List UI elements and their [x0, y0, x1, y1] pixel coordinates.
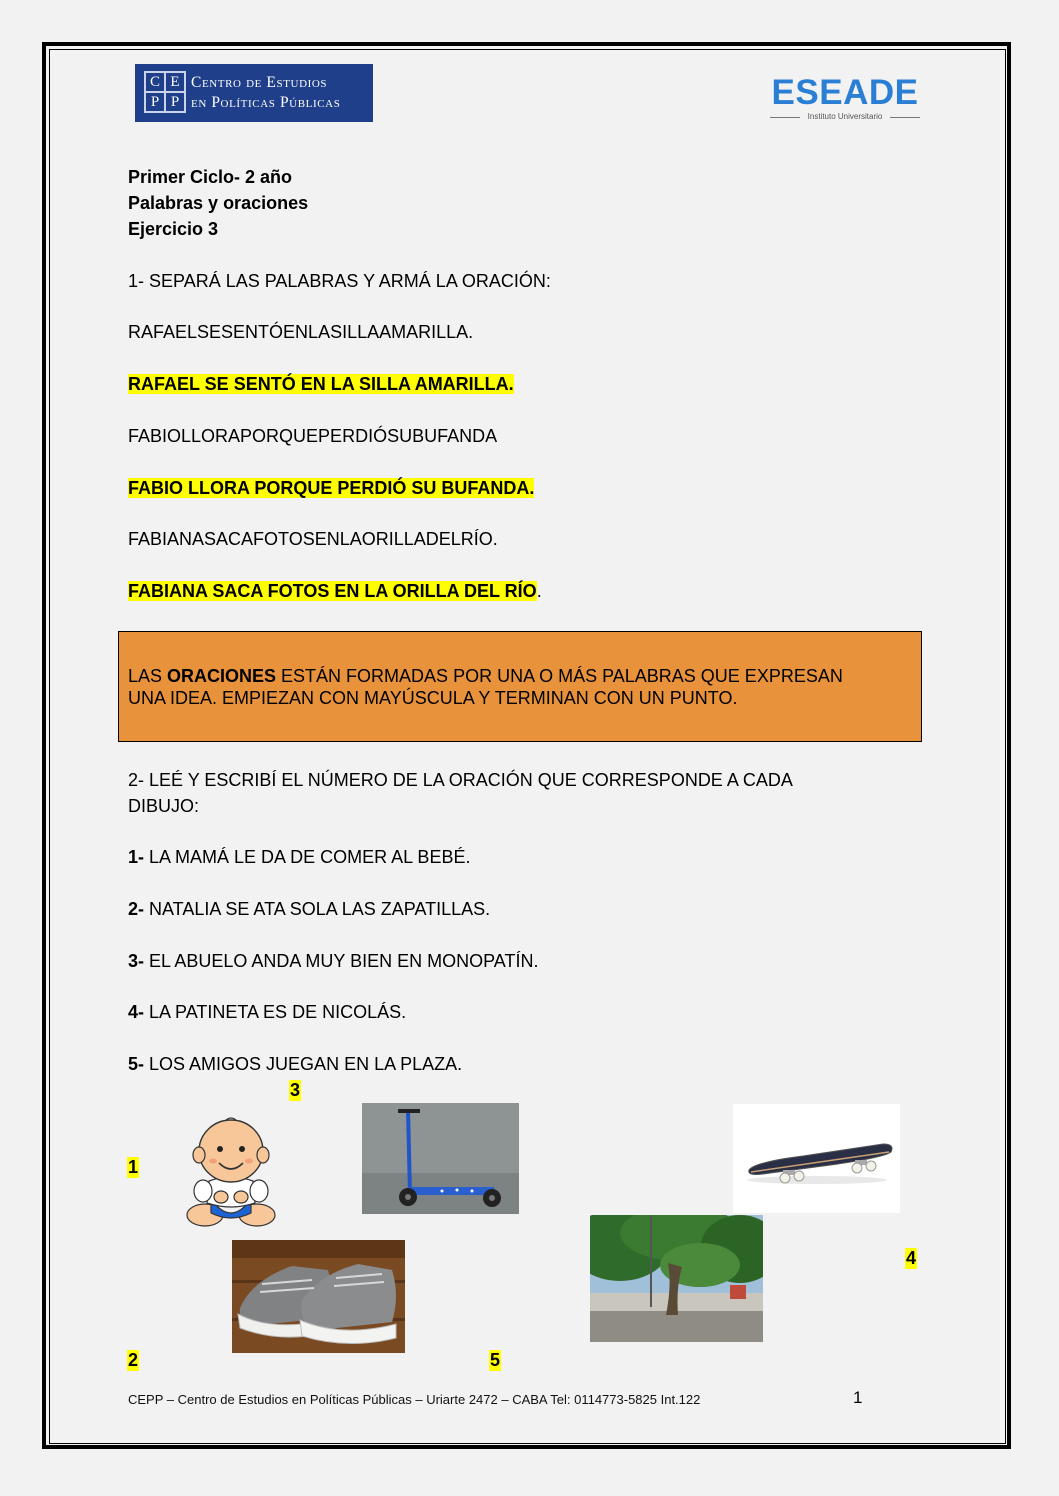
- sentence-5: [128, 1053, 462, 1075]
- cepp-logo-mark: [144, 71, 186, 113]
- cepp-logo: [135, 64, 373, 122]
- cepp-logo-line2: en Políticas Públicas: [191, 94, 341, 111]
- definition-keyword: ORACIONES: [167, 666, 277, 686]
- definition-pre: LAS: [128, 666, 168, 686]
- exercise-label: Ejercicio 3: [128, 219, 219, 239]
- cepp-logo-text: [191, 73, 340, 113]
- eseade-logo-name: ESEADE: [771, 73, 919, 112]
- exercise1-instruction: 1- SEPARÁ LAS PALABRAS Y ARMÁ LA ORACIÓN:: [128, 271, 551, 291]
- sentence-4: [128, 1001, 406, 1023]
- tag-skateboard: 4: [906, 1248, 917, 1268]
- tag-sneakers: 2: [128, 1350, 139, 1370]
- skateboard-photo: [733, 1104, 900, 1213]
- exercise2-instruction-line1: 2- LEÉ Y ESCRIBÍ EL NÚMERO DE LA ORACIÓN QUE CORRESPONDE A CADA: [128, 770, 793, 790]
- sentence-text: EL ABUELO ANDA MUY BIEN EN MONOPATÍN.: [144, 951, 539, 971]
- cepp-logo-cell: P: [165, 92, 185, 112]
- sentence-number: 1-: [128, 847, 145, 867]
- sentence-1: [128, 846, 470, 868]
- joined-sentence-1: RAFAELSESENTÓENLASILLAAMARILLA.: [128, 322, 474, 342]
- cepp-logo-cell: C: [145, 72, 165, 92]
- answer-period: .: [536, 581, 542, 601]
- exercise2-instruction-line2: DIBUJO:: [128, 796, 200, 816]
- sentence-number: 3-: [128, 951, 145, 971]
- sentence-number: 2-: [128, 899, 145, 919]
- answer-highlight: RAFAEL SE SENTÓ EN LA SILLA AMARILLA.: [128, 374, 514, 394]
- cepp-logo-cell: E: [165, 72, 185, 92]
- sentence-number: 4-: [128, 1002, 145, 1022]
- joined-sentence-2: FABIOLLORAPORQUEPERDIÓSUBUFANDA: [128, 426, 498, 446]
- plaza-photo: [590, 1215, 763, 1342]
- answer-sentence-2: [128, 477, 534, 499]
- baby-illustration: [185, 1115, 277, 1230]
- eseade-logo-tagline: Instituto Universitario: [766, 112, 924, 122]
- cycle-label: Primer Ciclo- 2 año: [128, 167, 293, 187]
- answer-sentence-1: [128, 373, 514, 395]
- sentence-text: NATALIA SE ATA SOLA LAS ZAPATILLAS.: [144, 899, 491, 919]
- definition-box: [118, 631, 922, 742]
- tag-baby: 1: [128, 1157, 139, 1177]
- definition-post: ESTÁN FORMADAS POR UNA O MÁS PALABRAS QUE EXPRESAN: [276, 666, 843, 686]
- cepp-logo-cell: P: [145, 92, 165, 112]
- footer-address: CEPP – Centro de Estudios en Políticas Públicas – Uriarte 2472 – CABA Tel: 0114773-5825 Int.122: [128, 1392, 701, 1407]
- answer-highlight: FABIO LLORA PORQUE PERDIÓ SU BUFANDA.: [128, 478, 535, 498]
- sentence-text: LA MAMÁ LE DA DE COMER AL BEBÉ.: [144, 847, 471, 867]
- definition-line2: UNA IDEA. EMPIEZAN CON MAYÚSCULA Y TERMINAN CON UN PUNTO.: [128, 688, 738, 708]
- joined-sentence-3: FABIANASACAFOTOSENLAORILLADELRÍO.: [128, 529, 498, 549]
- topic-label: Palabras y oraciones: [128, 193, 309, 213]
- page-border-inner: [49, 49, 1006, 1444]
- answer-highlight: FABIANA SACA FOTOS EN LA ORILLA DEL RÍO: [128, 581, 537, 601]
- eseade-logo: [766, 74, 924, 124]
- tag-scooter: 3: [290, 1080, 301, 1100]
- scooter-photo: [362, 1103, 519, 1214]
- sneakers-photo: [232, 1240, 405, 1353]
- answer-sentence-3: [128, 580, 542, 602]
- sentence-text: LOS AMIGOS JUEGAN EN LA PLAZA.: [144, 1054, 463, 1074]
- sentence-2: [128, 898, 490, 920]
- sentence-number: 5-: [128, 1054, 145, 1074]
- sentence-text: LA PATINETA ES DE NICOLÁS.: [144, 1002, 407, 1022]
- sentence-3: [128, 950, 538, 972]
- cepp-logo-line1: Centro de Estudios: [191, 74, 328, 91]
- definition-line1: [128, 665, 843, 687]
- tag-plaza: 5: [490, 1350, 501, 1370]
- page-number: 1: [853, 1388, 863, 1407]
- definition-text: [128, 665, 843, 709]
